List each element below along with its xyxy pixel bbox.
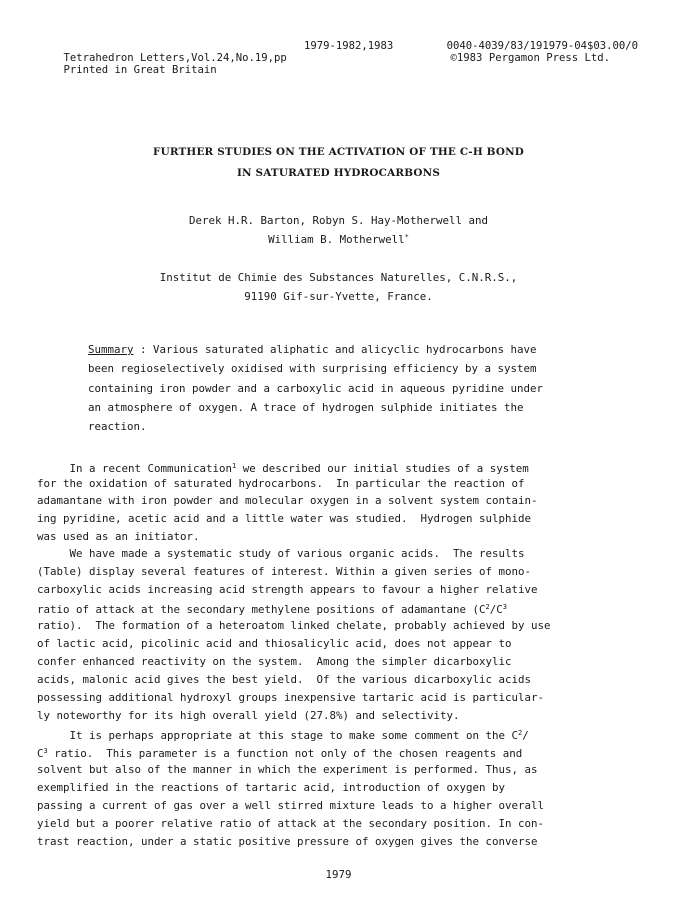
- title-line-2: IN SATURATED HYDROCARBONS: [236, 167, 441, 179]
- summary-line-5: reaction.: [88, 420, 147, 434]
- page-range: 1979-1982,1983: [304, 40, 394, 52]
- summary-block: [88, 340, 608, 436]
- body-line: exemplified in the reactions of tartaric acid, introduction of oxygen by: [37, 781, 506, 794]
- body-line: In a recent Communication$^1$ we described our initial studies of a system: [37, 462, 529, 475]
- body-line: It is perhaps appropriate at this stage to make some comment on the $C^2/$: [37, 729, 529, 742]
- body-line: confer enhanced reactivity on the system. Among the simpler dicarboxylic: [37, 655, 512, 668]
- body-line: trast reaction, under a static positive pressure of oxygen gives the converse: [37, 835, 538, 848]
- header-row-2: [38, 52, 638, 100]
- affiliation-line-2: 91190 Gif-sur-Yvette, France.: [244, 290, 433, 303]
- body-line: ly noteworthy for its high overall yield (27.8%) and selectivity.: [37, 709, 460, 722]
- summary-line-3: containing iron powder and a carboxylic acid in aqueous pyridine under: [88, 381, 544, 395]
- summary-label: Summary: [88, 343, 134, 356]
- printed-in: Printed in Great Britain: [63, 64, 217, 76]
- body-line: carboxylic acids increasing acid strength appears to favour a higher relative: [37, 583, 538, 596]
- body-line: adamantane with iron powder and molecular oxygen in a solvent system contain-: [37, 494, 538, 507]
- journal-citation: Tetrahedron Letters,Vol.24,No.19,pp: [63, 52, 287, 64]
- body-line: acids, malonic acid gives the best yield. Of the various dicarboxylic acids: [37, 673, 532, 686]
- body-line: ing pyridine, acetic acid and a little water was studied. Hydrogen sulphide: [37, 512, 532, 525]
- body-line: (Table) display several features of interest. Within a given series of mono-: [37, 565, 532, 578]
- body-line: passing a current of gas over a well stirred mixture leads to a higher overall: [37, 799, 545, 812]
- summary-line-1: : Various saturated aliphatic and alicyclic hydrocarbons have: [133, 343, 537, 356]
- body-line: was used as an initiator.: [37, 530, 200, 543]
- body-line: ratio). The formation of a heteroatom linked chelate, probably achieved by use: [37, 619, 551, 632]
- authors-line-2: [0, 233, 677, 246]
- body-line: $C^3$ ratio. This parameter is a function not only of the chosen reagents and: [37, 747, 523, 760]
- copyright: ©1983 Pergamon Press Ltd.: [450, 52, 610, 64]
- page-number: 1979: [325, 868, 352, 881]
- body-line: for the oxidation of saturated hydrocarbons. In particular the reaction of: [37, 477, 525, 490]
- author-name: William B. Motherwell: [268, 233, 405, 246]
- article-code: 0040-4039/83/191979-04$03.00/0: [446, 40, 638, 52]
- body-line: of lactic acid, picolinic acid and thiosalicylic acid, does not appear to: [37, 637, 512, 650]
- affiliation-line-1: Institut de Chimie des Substances Naturelles, C.N.R.S.,: [159, 271, 518, 284]
- title-line-1: FURTHER STUDIES ON THE ACTIVATION OF THE C-H BOND: [153, 146, 524, 158]
- reference-marker: 1: [232, 462, 237, 470]
- body-line: We have made a systematic study of various organic acids. The results: [37, 547, 525, 560]
- body-line: yield but a poorer relative ratio of attack at the secondary position. In con-: [37, 817, 545, 830]
- body-line: possessing additional hydroxyl groups inexpensive tartaric acid is particular-: [37, 691, 545, 704]
- authors-line-1: Derek H.R. Barton, Robyn S. Hay-Motherwell and: [188, 214, 488, 227]
- body-line: solvent but also of the manner in which the experiment is performed. Thus, as: [37, 763, 538, 776]
- summary-line-2: been regioselectively oxidised with surprising efficiency by a system: [88, 362, 537, 376]
- body-line: ratio of attack at the secondary methylene positions of adamantane ($C^2/C^3$: [37, 603, 507, 616]
- corresponding-mark: *: [404, 233, 409, 241]
- summary-line-4: an atmosphere of oxygen. A trace of hydrogen sulphide initiates the: [88, 400, 524, 414]
